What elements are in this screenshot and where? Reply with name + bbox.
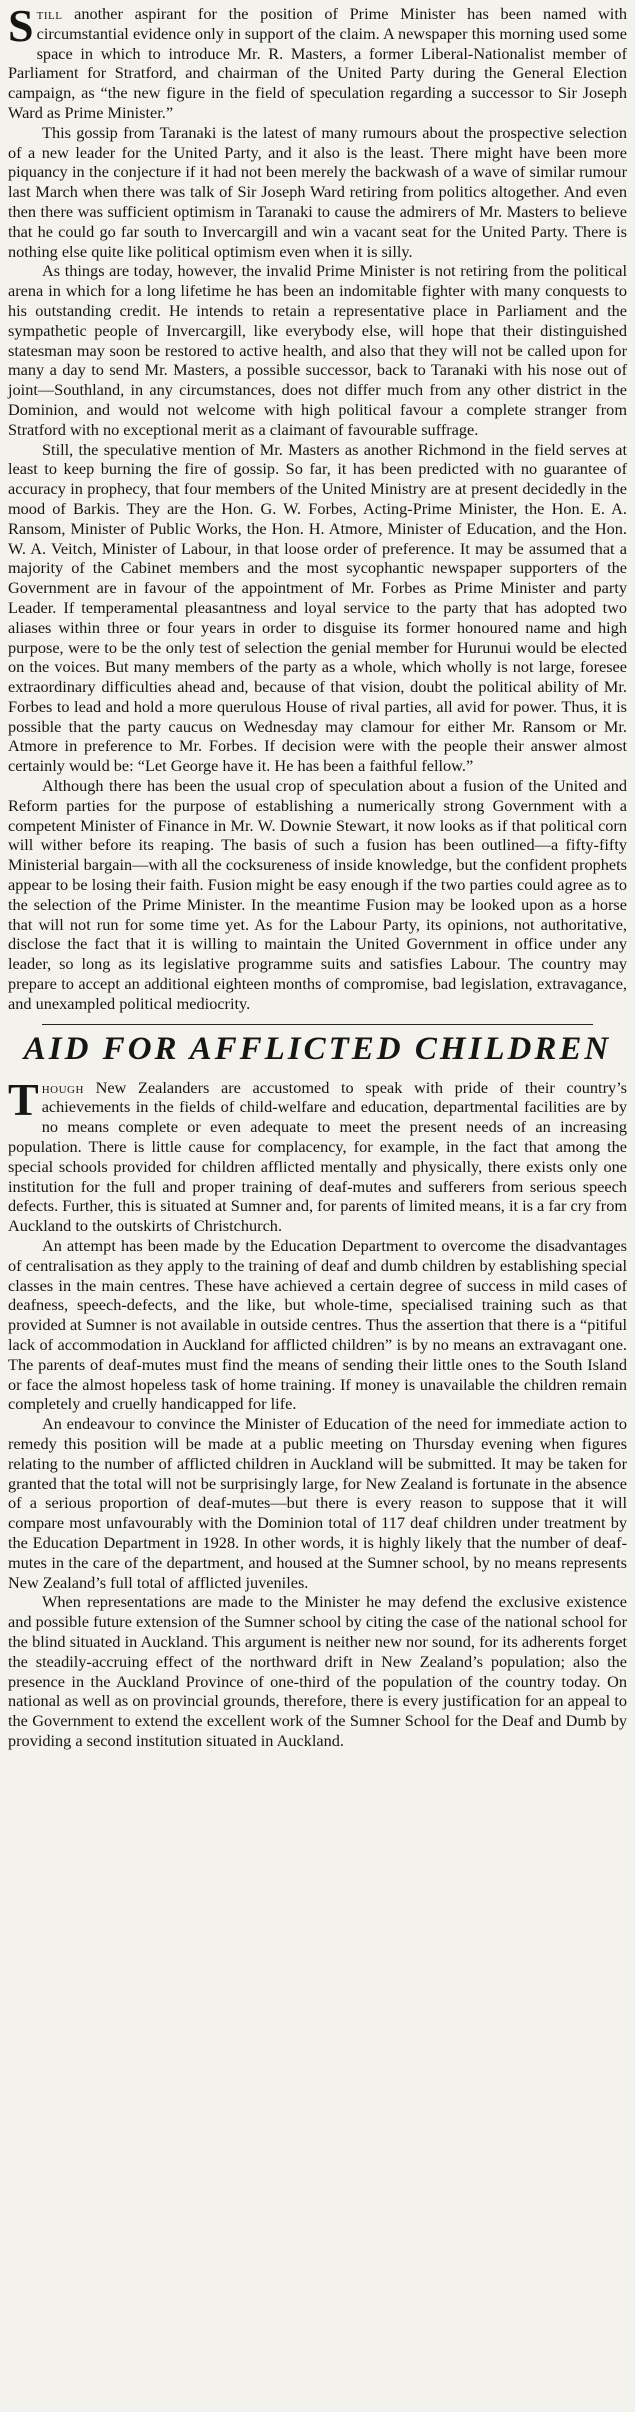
article-paragraph: This gossip from Taranaki is the latest of many rumours about the prospective selection of a new leader for the United Party, and it also is the least. There might have been more piquancy in the conjecture if it had not been merely the backwash of a wave of similar rumour last March when there was talk of Sir Joseph Ward retiring from politics altogether. And even then there was sufficient optimism in Taranaki to cause the admirers of Mr. Masters to believe that he could go far south to Invercargill and win a vacant seat for the United Party. There is nothing else quite like political optimism even when it is silly. — [8, 122, 627, 261]
editorial-column — [8, 0, 627, 1751]
section-divider — [42, 1024, 593, 1025]
article-headline: AID FOR AFFLICTED CHILDREN — [23, 1030, 612, 1067]
article-paragraph: Still, the speculative mention of Mr. Masters as another Richmond in the field serves at least to keep burning the fire of gossip. So far, it has been predicted with no guarantee of accuracy in prophecy, that four members of the United Ministry are at present decidedly in the mood of Barkis. They are the Hon. G. W. Forbes, Acting-Prime Minister, the Hon. E. A. Ransom, Minister of Public Works, the Hon. H. Atmore, Minister of Education, and the Hon. W. A. Veitch, Minister of Labour, in that loose order of preference. It may be assumed that a majority of the Cabinet members and the most sycophantic newspaper supporters of the Government are in favour of the appointment of Mr. Forbes as Prime Minister and party Leader. If temperamental pleasantness and loyal service to the party that has adopted two aliases within three or four years in order to disguise its former honoured name and high purpose, were to be the only test of selection the genial member for Hurunui would be elected on the voices. But many members of the party as a whole, which wholly is not large, foresee extraordinary difficulties ahead and, because of that vision, doubt the political ability of Mr. Forbes to lead and hold a more querulous House of rival parties, all avid for power. Thus, it is possible that the party caucus on Wednesday may clamour for either Mr. Ransom or Mr. Atmore in preference to Mr. Forbes. If decision were with the people their answer almost certainly would be: “Let George have it. He has been a faithful fellow.” — [8, 439, 627, 776]
article-paragraph: Although there has been the usual crop of speculation about a fusion of the United and Reform parties for the purpose of establishing a numerically strong Government with a competent Minister of Finance in Mr. W. Downie Stewart, it now looks as if that political corn will wither before its reaping. The basis of such a fusion has been outlined—a fifty-fifty Ministerial bargain—with all the cocksureness of inside knowledge, but the confident prophets appear to be losing their faith. Fusion might be easy enough if the two parties could agree as to the selection of the Prime Minister. In the meantime Fusion may be looked upon as a horse that will not run for some time yet. As for the Labour Party, its opinions, not authoritative, disclose the fact that it is willing to maintain the United Government in office under any leader, so long as its legislative programme suits and satisfies Labour. The country may prepare to accept an additional eighteen months of compromise, bad legislation, extravagance, and unexampled political mediocrity. — [8, 776, 627, 1013]
article-prime-minister — [8, 0, 627, 1014]
article-paragraph: An endeavour to convince the Minister of Education of the need for immediate action to remedy this position will be made at a public meeting on Thursday evening when figures relating to the number of afflicted children in Auckland will be submitted. It may be taken for granted that the total will not be surprisingly large, for New Zealand is fortunate in the absence of a serious proportion of deaf-mutes—but there is every reason to suppose that it will compare most unfavourably with the Dominion total of 117 deaf children under treatment by the Education Department in 1928. In other words, it is highly likely that the number of deaf-mutes in the care of the department, and housed at the Sumner school, by no means represents New Zealand’s full total of afflicted juveniles. — [8, 1414, 627, 1592]
article-paragraph — [8, 1073, 627, 1236]
article-paragraph — [8, 0, 627, 123]
drop-cap: T — [8, 1073, 39, 1125]
article-paragraph: As things are today, however, the invalid Prime Minister is not retiring from the political arena in which for a long lifetime he has been an indomitable fighter with many conquests to his outstanding credit. He intends to retain a representative place in Parliament and the sympathetic people of Invercargill, like everybody else, will hope that their distinguished statesman may soon be restored to active health, and also that they will not be called upon for many a day to send Mr. Masters, a possible successor, back to Taranaki with his nose out of joint—Southland, in any circumstances, does not differ much from any other district in the Dominion, and would not welcome with high political favour a complete stranger from Stratford with no exceptional merit as a claimant of favourable suffrage. — [8, 261, 627, 439]
lead-word: till — [36, 4, 63, 23]
drop-cap: S — [8, 0, 34, 51]
paragraph-text: another aspirant for the position of Prime Minister has been named with circumstantial evidence only in support of the claim. A newspaper this morning used some space in which to introduce Mr. R. Masters, a former Liberal-Nationalist member of Parliament for Stratford, and chairman of the United Party during the General Election campaign, as “the new figure in the field of speculation regarding a successor to Sir Joseph Ward as Prime Minister.” — [8, 4, 627, 122]
article-afflicted-children — [8, 1031, 627, 1751]
paragraph-text: New Zealanders are accustomed to speak with pride of their country’s achievements in the fields of child-welfare and education, departmental facilities are by no means complete or even adequate to meet the present needs of an increasing population. There is little cause for complacency, for example, in the fact that among the special schools provided for children afflicted mentally and physically, there exists only one institution for the full and proper training of deaf-mutes and sufferers from serious speech defects. Further, this is situated at Sumner and, for parents of limited means, it is a far cry from Auckland to the outskirts of Christchurch. — [8, 1077, 627, 1236]
lead-word: hough — [41, 1077, 84, 1097]
article-paragraph: An attempt has been made by the Education Department to overcome the disadvantages of centralisation as they apply to the training of deaf and dumb children by establishing special classes in the main centres. These have achieved a certain degree of success in mild cases of deafness, speech-defects, and the like, but whole-time, specialised training such as that provided at Sumner is not available in outside centres. Thus the assertion that there is a “pitiful lack of accommodation in Auckland for afflicted children” is by no means an extravagant one. The parents of deaf-mutes must find the means of sending their little ones to the South Island or face the almost hopeless task of home training. If money is unavailable the children remain completely and cruelly handicapped for life. — [8, 1236, 627, 1414]
article-paragraph: When representations are made to the Minister he may defend the exclusive existence and possible future extension of the Sumner school by citing the case of the national school for the blind situated in Auckland. This argument is neither new nor sound, for its adherents forget the steadily-accruing effect of the northward drift in New Zealand’s population; also the presence in the Auckland Province of one-third of the population of the country today. On national as well as on provincial grounds, therefore, there is every justification for an appeal to the Government to extend the excellent work of the Sumner School for the Deaf and Dumb by providing a second institution situated in Auckland. — [8, 1592, 627, 1750]
